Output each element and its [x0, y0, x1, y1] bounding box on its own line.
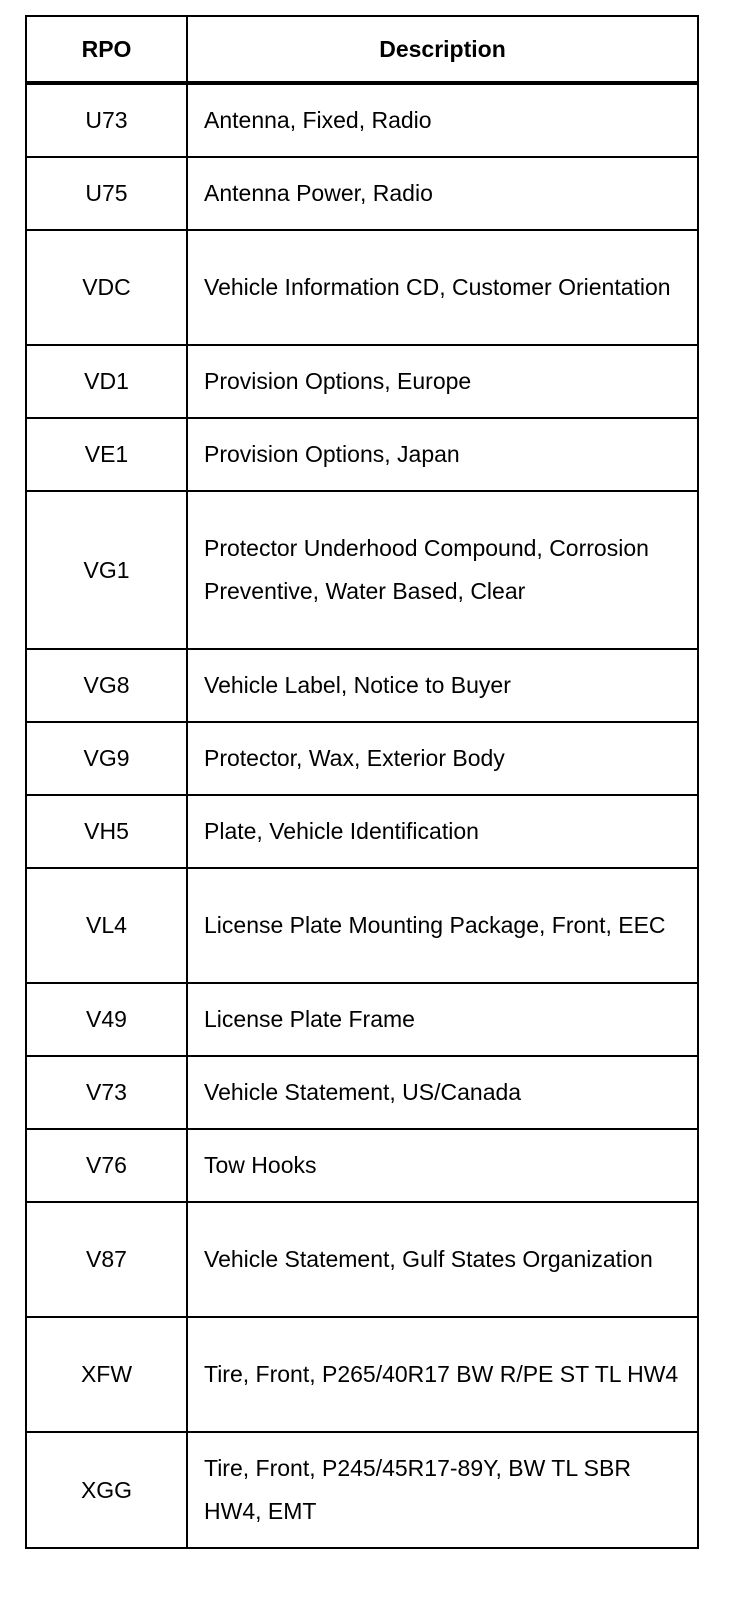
description-cell: Protector, Wax, Exterior Body: [187, 722, 698, 795]
rpo-code-cell: VE1: [26, 418, 187, 491]
table-row: [26, 345, 698, 418]
rpo-code-cell: VD1: [26, 345, 187, 418]
table-row: [26, 1432, 698, 1548]
rpo-code-cell: V76: [26, 1129, 187, 1202]
table-row: [26, 491, 698, 649]
description-column-header: Description: [187, 16, 698, 83]
rpo-code-cell: U73: [26, 83, 187, 157]
rpo-code-cell: VDC: [26, 230, 187, 345]
description-cell: Tow Hooks: [187, 1129, 698, 1202]
rpo-column-header: RPO: [26, 16, 187, 83]
description-cell: License Plate Mounting Package, Front, EEC: [187, 868, 698, 983]
table-row: [26, 1317, 698, 1432]
rpo-code-cell: VG9: [26, 722, 187, 795]
table-row: [26, 649, 698, 722]
rpo-code-cell: U75: [26, 157, 187, 230]
description-cell: Antenna, Fixed, Radio: [187, 83, 698, 157]
rpo-code-cell: V87: [26, 1202, 187, 1317]
description-cell: Vehicle Label, Notice to Buyer: [187, 649, 698, 722]
rpo-code-cell: VG1: [26, 491, 187, 649]
table-row: [26, 1202, 698, 1317]
table-row: [26, 722, 698, 795]
table-row: [26, 157, 698, 230]
description-cell: Provision Options, Japan: [187, 418, 698, 491]
table-row: [26, 230, 698, 345]
description-cell: Tire, Front, P265/40R17 BW R/PE ST TL HW4: [187, 1317, 698, 1432]
table-row: [26, 1129, 698, 1202]
table-row: [26, 1056, 698, 1129]
rpo-code-cell: VG8: [26, 649, 187, 722]
rpo-code-cell: XGG: [26, 1432, 187, 1548]
table-row: [26, 418, 698, 491]
description-cell: Protector Underhood Compound, Corrosion Preventive, Water Based, Clear: [187, 491, 698, 649]
description-cell: Tire, Front, P245/45R17-89Y, BW TL SBR HW4, EMT: [187, 1432, 698, 1548]
table-row: [26, 795, 698, 868]
description-cell: Vehicle Information CD, Customer Orientation: [187, 230, 698, 345]
table-row: [26, 868, 698, 983]
rpo-code-cell: VL4: [26, 868, 187, 983]
rpo-code-cell: V73: [26, 1056, 187, 1129]
rpo-code-cell: V49: [26, 983, 187, 1056]
header-row: [26, 16, 698, 83]
rpo-description-table: [25, 15, 699, 1549]
rpo-code-cell: VH5: [26, 795, 187, 868]
description-cell: Antenna Power, Radio: [187, 157, 698, 230]
table-row: [26, 83, 698, 157]
description-cell: Plate, Vehicle Identification: [187, 795, 698, 868]
description-cell: License Plate Frame: [187, 983, 698, 1056]
description-cell: Vehicle Statement, Gulf States Organization: [187, 1202, 698, 1317]
description-cell: Provision Options, Europe: [187, 345, 698, 418]
rpo-code-cell: XFW: [26, 1317, 187, 1432]
description-cell: Vehicle Statement, US/Canada: [187, 1056, 698, 1129]
table-row: [26, 983, 698, 1056]
